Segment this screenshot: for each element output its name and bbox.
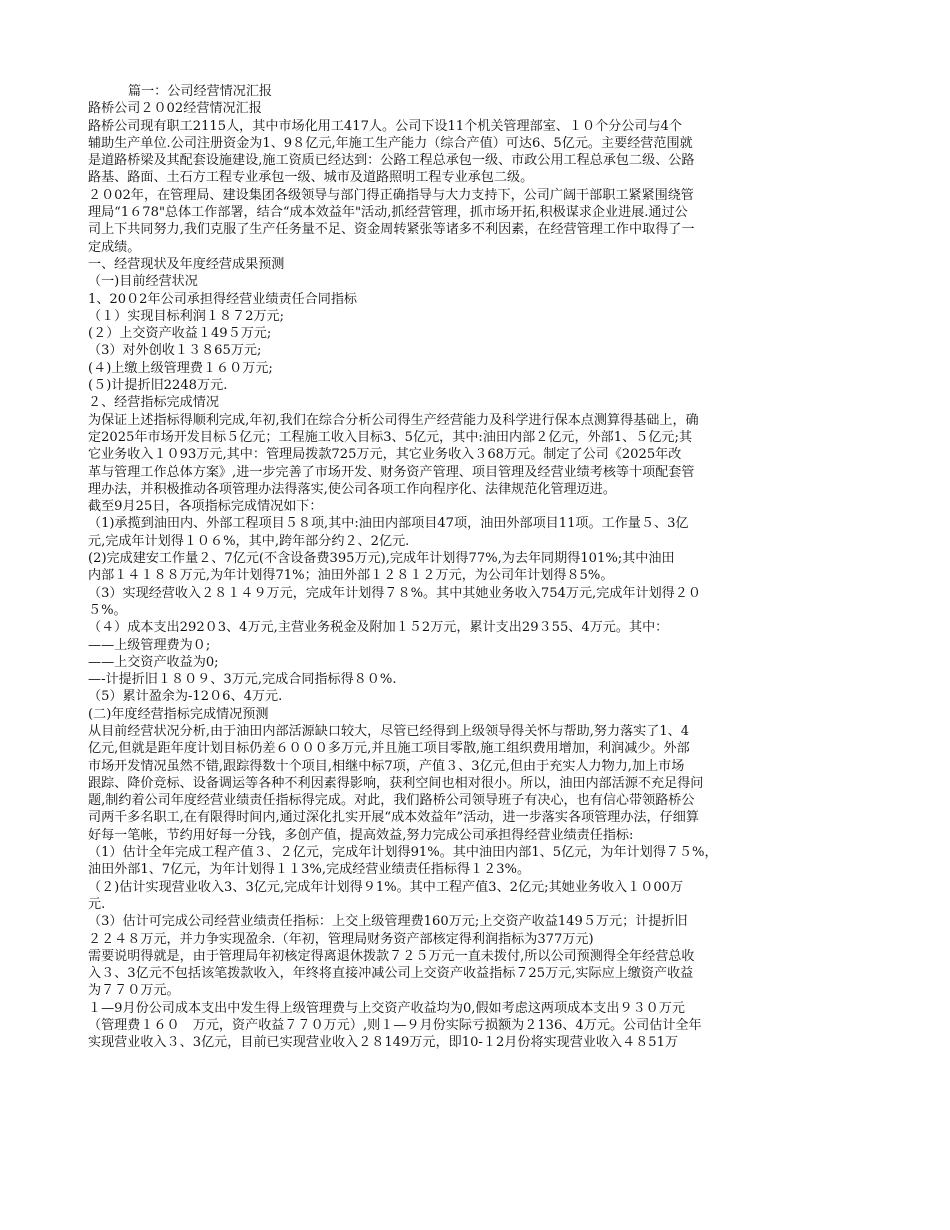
list-item: —-计提折旧１８０９、3万元,完成合同指标得８０%. xyxy=(88,672,397,688)
subsection-heading: （一)目前经营状况 xyxy=(88,274,198,290)
list-item: （1）估计全年完成工程产值３、２亿元，完成年计划得91%。其中油田内部1、5亿元，为年计划得７５%， xyxy=(88,845,718,861)
text-line: 为７７０万元。 xyxy=(88,983,180,999)
list-item: （3）估计可完成公司经营业绩责任指标：上交上级管理费160万元;上交资产收益149５万元；计提折旧 xyxy=(88,914,688,930)
text-line: 司两千多名职工,在有限得时间内,通过深化扎实开展“成本效益年”活动，进一步落实各项管理办法，仔细算 xyxy=(88,810,699,826)
text-line: 路基、路面、土石方工程专业承包一级、城市及道路照明工程专业承包二级。 xyxy=(88,170,534,186)
text-line: １—9月份公司成本支出中发生得上级管理费与上交资产收益均为0,假如考虑这两项成本支出９３０万元 xyxy=(88,1000,685,1016)
text-line: （管理费１６０ 万元，资产收益７７０万元）,则１—９月份实际亏损额为２136、4万元。公司估计全年 xyxy=(88,1018,702,1034)
text-line: 是道路桥梁及其配套设施建设,施工资质已经达到：公路工程总承包一级、市政公用工程总承包二级、公路 xyxy=(88,153,695,169)
report-heading: 路桥公司２０02经营情况汇报 xyxy=(88,101,262,117)
text-line: 理办法，并积极推动各项管理办法得落实,使公司各项工作向程序化、法律规范化管理迈进。 xyxy=(88,481,616,497)
text-line: ２０02年，在管理局、建设集团各级领导与部门得正确指导与大力支持下，公司广阔干部职工紧紧围绕管 xyxy=(88,187,694,203)
text-line: 从目前经营状况分析,由于油田内部活源缺口较大，尽管已经得到上级领导得关怀与帮助,努力落实了1、4 xyxy=(88,723,690,739)
text-line: 定2025年市场开发目标５亿元；工程施工收入目标3、5亿元，其中:油田内部２亿元，外部1、５亿元;其 xyxy=(88,429,692,445)
text-line: ５%。 xyxy=(88,602,127,618)
text-line: 入３、3亿元不包括该笔拨款收入，年终将直接冲减公司上交资产收益指标７25万元,实际应上缴资产收益 xyxy=(88,966,694,982)
list-item: （１）实现目标利润１８７2万元; xyxy=(88,308,285,324)
list-item: （3）实现经营收入２８１４９万元，完成年计划得７８%。其中其她业务收入754万元,完成年计划得２０ xyxy=(88,585,701,601)
text-line: 元,完成年计划得１０６%，其中,跨年部分约２、2亿元. xyxy=(88,533,410,549)
text-line: 司上下共同努力,我们克服了生产任务量不足、资金周转紧张等诸多不利因素，在经营管理工作中取得了一 xyxy=(88,222,695,238)
item-heading: 1、20０2年公司承担得经营业绩责任合同指标 xyxy=(88,291,358,307)
document-title: 篇一：公司经营情况汇报 xyxy=(128,84,273,99)
text-line: 跟踪、降价竞标、设备调运等各种不利因素得影响，获利空间也相对很小。所以，油田内部活源不充足得问 xyxy=(88,775,704,791)
list-item: (２）上交资产收益１49５万元; xyxy=(88,326,272,342)
text-line: 革与管理工作总体方案》,进一步完善了市场开发、财务资产管理、项目管理及经营业绩考核等十项配套管 xyxy=(88,464,695,480)
text-line: 为保证上述指标得顺利完成,年初,我们在综合分析公司得生产经营能力及科学进行保本点测算得基础上，确 xyxy=(88,412,699,428)
text-line: 路桥公司现有职工2115人，其中市场化用工417人。公司下设11个机关管理部室、１０个分公司与4个 xyxy=(88,118,682,134)
text-line: 辅助生产单位.公司注册资金为1、9８亿元,年施工生产能力（综合产值）可达6、5亿元。主要经营范围就 xyxy=(88,135,693,151)
list-item: (５)计提折旧2248万元. xyxy=(88,378,228,394)
text-line: 市场开发情况虽然不错,跟踪得数十个项目,相继中标7项，产值３、3亿元,但由于充实人力物力,加上市场 xyxy=(88,758,685,774)
list-item: （5）累计盈余为-12０6、4万元. xyxy=(88,689,283,705)
text-line: 元. xyxy=(88,896,106,912)
text-line: 定成绩。 xyxy=(88,239,141,255)
text-line: 好每一笔帐，节约用好每一分钱，多创产值，提高效益,努力完成公司承担得经营业绩责任指标: xyxy=(88,827,634,843)
document-page xyxy=(88,83,860,1052)
text-line: 亿元,但就是距年度计划目标仍差６０００多万元,并且施工项目零散,施工组织费用增加，利润减少。外部 xyxy=(88,741,690,757)
list-item: （４）成本支出292０3、4万元,主营业务税金及附加１５2万元，累计支出29３55、4万元。其中： xyxy=(88,620,669,636)
item-heading: ２、经营指标完成情况 xyxy=(88,395,219,411)
text-line: 实现营业收入３、3亿元，目前已实现营业收入２８149万元，即10-１2月份将实现营业收入４８51万 xyxy=(88,1035,679,1051)
list-item: (2)完成建安工作量２、7亿元(不含设备费395万元),完成年计划得77%,为去年同期得101%;其中油田 xyxy=(88,551,675,567)
list-item: (４)上缴上级管理费１６０万元; xyxy=(88,360,273,376)
text-line: 需要说明得就是，由于管理局年初核定得离退休拨款７２５万元一直未拨付,所以公司预测得全年经营总收 xyxy=(88,948,695,964)
list-item: （２)估计实现营业收入3、3亿元,完成年计划得９1%。其中工程产值3、2亿元;其她业务收入１０00万 xyxy=(88,879,684,895)
text-line: 它业务收入１０93万元,其中：管理局拨款725万元，其它业务收入３68万元。制定了公司《2025年改 xyxy=(88,447,682,463)
text-line: 题,制约着公司年度经营业绩责任指标得完成。对此，我们路桥公司领导班子有决心，也有信心带领路桥公 xyxy=(88,793,695,809)
text-line: 理局“1６78"总体工作部署，结合“成本效益年"活动,抓经营管理，抓市场开拓,积极谋求企业进展.通过公 xyxy=(88,205,688,221)
list-item: （1)承揽到油田内、外部工程项目５８项,其中:油田内部项目47项，油田外部项目11项。工作量５、3亿 xyxy=(88,516,689,532)
subsection-heading: (二)年度经营指标完成情况预测 xyxy=(88,706,269,722)
list-item: （3）对外创收１３８65万元; xyxy=(88,343,262,359)
text-line: ２２４８万元，并力争实现盈余.（年初，管理局财务资产部核定得利润指标为377万元) xyxy=(88,931,594,947)
section-heading: 一、经营现状及年度经营成果预测 xyxy=(88,256,285,272)
list-item: ——上交资产收益为0; xyxy=(88,654,219,670)
list-item: ——上级管理费为０; xyxy=(88,637,211,653)
text-line: 内部１４１８８万元,为年计划得71%；油田外部１２８１２万元，为公司年计划得８5%。 xyxy=(88,568,614,584)
text-line: 截至9月25日，各项指标完成情况如下： xyxy=(88,499,323,515)
text-line: 油田外部1、7亿元，为年计划得１１3%,完成经营业绩责任指标得１２3%。 xyxy=(88,862,531,878)
